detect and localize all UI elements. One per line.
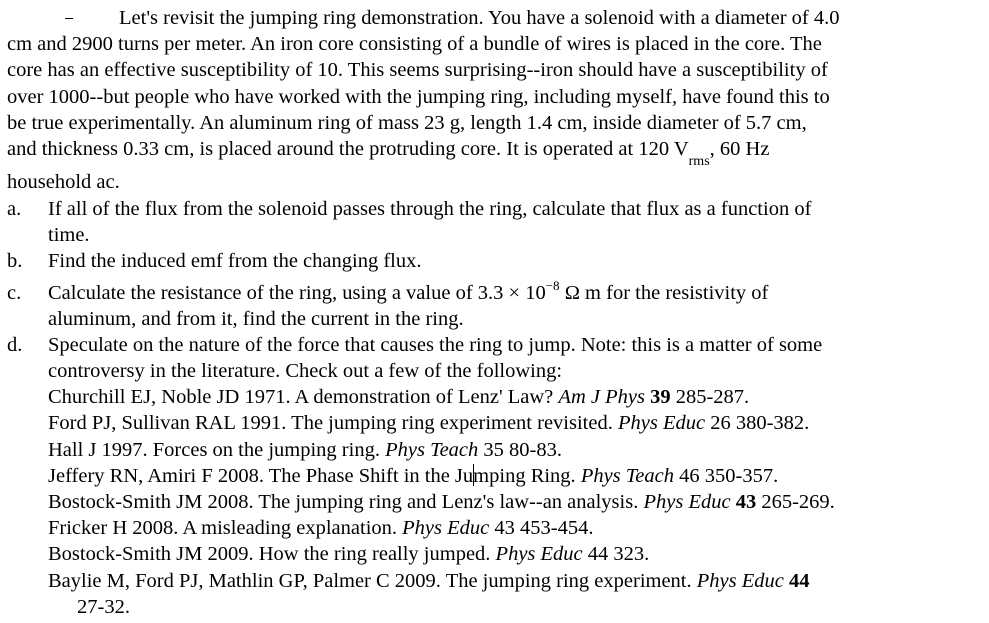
reference-pages: 323. (608, 543, 650, 565)
intro-line-5: be true experimentally. An aluminum ring of mass 23 g, length 1.4 cm, inside diameter of 5.7 cm, (7, 112, 807, 134)
reference-journal: Phys Educ (696, 570, 784, 592)
reference-5 (48, 490, 835, 514)
intro-line-1: Let's revisit the jumping ring demonstration. You have a solenoid with a diameter of 4.0 (119, 7, 840, 29)
reference-volume: 43 (735, 491, 757, 513)
reference-journal: Phys Educ (643, 491, 731, 513)
reference-journal: Am J Phys (558, 386, 645, 408)
reference-8-pages: 27-32. (77, 596, 130, 618)
item-b-line-1: Find the induced emf from the changing flux. (48, 250, 422, 272)
item-a-label: a. (7, 198, 22, 220)
item-d-line-1: Speculate on the nature of the force that causes the ring to jump. Note: this is a matter of some (48, 334, 823, 356)
intro-line-2: cm and 2900 turns per meter. An iron core consisting of a bundle of wires is placed in the core. The (7, 33, 822, 55)
reference-volume: 44 (789, 570, 810, 592)
reference-journal: Phys Teach (580, 465, 675, 487)
reference-pages: 265-269. (756, 491, 835, 513)
reference-2 (48, 411, 809, 435)
item-d-line-2: controversy in the literature. Check out a few of the following: (48, 360, 563, 382)
reference-pages: 380-382. (730, 412, 810, 434)
reference-volume: 46 (679, 465, 700, 487)
reference-7 (48, 542, 649, 566)
exponent: −8 (545, 278, 560, 293)
item-c-line-1 (48, 278, 769, 305)
reference-volume: 43 (494, 517, 515, 539)
item-b-label: b. (7, 250, 23, 272)
reference-text-tail: mping Ring. (473, 465, 581, 487)
reference-volume: 39 (650, 386, 671, 408)
item-c-line-2: aluminum, and from it, find the current in the ring. (48, 308, 464, 330)
reference-text: Baylie M, Ford PJ, Mathlin GP, Palmer C 2009. The jumping ring experiment. (48, 570, 697, 592)
rms-subscript: rms (688, 154, 710, 169)
reference-pages: 453-454. (514, 517, 594, 539)
reference-6 (48, 516, 593, 540)
reference-journal: Phys Educ (495, 543, 583, 565)
reference-text: Bostock-Smith JM 2009. How the ring really jumped. (48, 543, 496, 565)
reference-volume: 35 (483, 439, 504, 461)
item-c-label: c. (7, 282, 22, 304)
intro-line-7: household ac. (7, 171, 120, 193)
intro-line-3: core has an effective susceptibility of 10. This seems surprising--iron should have a susceptibility of (7, 59, 828, 81)
reference-journal: Phys Teach (385, 439, 479, 461)
reference-text: Bostock-Smith JM 2008. The jumping ring and Lenz's law--an analysis. (48, 491, 644, 513)
reference-journal: Phys Educ (617, 412, 706, 434)
stray-dash-mark (65, 18, 73, 19)
reference-3 (48, 438, 562, 462)
reference-text: Fricker H 2008. A misleading explanation. (48, 517, 403, 539)
reference-4 (48, 464, 778, 488)
reference-text: Ford PJ, Sullivan RAL 1991. The jumping ring experiment revisited. (48, 412, 618, 434)
reference-pages: 80-83. (503, 439, 562, 461)
item-c-line-1-text: Calculate the resistance of the ring, using a value of 3.3 × 10 (48, 282, 546, 304)
reference-pages: 285-287. (670, 386, 750, 408)
reference-text: Churchill EJ, Noble JD 1971. A demonstration of Lenz' Law? (48, 386, 559, 408)
item-d-label: d. (7, 334, 23, 356)
reference-1 (48, 385, 749, 409)
intro-line-6-tail: , 60 Hz (709, 138, 770, 160)
reference-volume: 44 (587, 543, 609, 565)
reference-8 (48, 569, 810, 593)
item-a-line-1: If all of the flux from the solenoid passes through the ring, calculate that flux as a function of (48, 198, 812, 220)
item-c-line-1-tail: Ω m for the resistivity of (559, 282, 769, 304)
intro-line-6-text: and thickness 0.33 cm, is placed around the protruding core. It is operated at 120 V (7, 138, 689, 160)
item-a-line-2: time. (48, 224, 90, 246)
reference-text: Jeffery RN, Amiri F 2008. The Phase Shift in the Ju (48, 465, 474, 487)
reference-journal: Phys Educ (402, 517, 490, 539)
intro-line-4: over 1000--but people who have worked with the jumping ring, including myself, have found this to (7, 86, 830, 108)
intro-line-6 (7, 137, 770, 169)
reference-text: Hall J 1997. Forces on the jumping ring. (48, 439, 386, 461)
reference-pages: 350-357. (699, 465, 779, 487)
reference-volume: 26 (710, 412, 731, 434)
